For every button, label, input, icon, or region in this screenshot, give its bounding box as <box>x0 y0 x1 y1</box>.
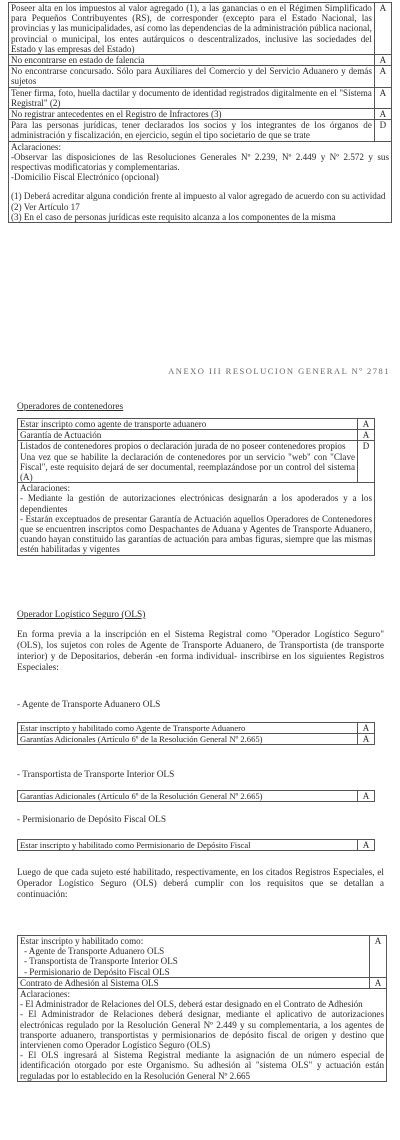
requirement-text: Garantía de Actuación <box>18 430 358 441</box>
table-row <box>9 55 392 66</box>
table-row <box>9 3 392 55</box>
note-line: - Estarán exceptuados de presentar Garantía de Actuación aquellos Operadores de Contenedores que se encuentren inscriptos como Despachantes de Aduana y Agentes de Transporte Aduanero, cuando hayan constituido las garantías de actuación para ambas figuras, siempre que las mismas estén habilitadas y vigentes <box>20 513 372 555</box>
requirements-table-general <box>8 2 392 223</box>
note-line: - El OLS ingresará al Sistema Registral mediante la asignación de un número especial de identificación otorgado por este Organismo. Su adhesión al "sistema OLS" y actuación están reguladas por lo establecido en la Resolución General Nº 2.665 <box>20 1050 384 1081</box>
requirement-text: Contrato de Adhesión al Sistema OLS <box>18 977 370 988</box>
requirement-item: - Permisionario de Depósito Fiscal OLS <box>24 966 170 977</box>
requirement-extra: Una vez que se habilite la declaración de contenedores por un servicio "web" con "Clave Fiscal", este requisito dejará de ser documental, reemplazándose por un control del sistema (A) <box>20 451 356 483</box>
requirement-text <box>18 441 358 483</box>
subheading-ata-ols: - Agente de Transporte Aduanero OLS <box>17 700 161 710</box>
notes-cell <box>18 483 375 555</box>
subheading-perm-ols: - Permisionario de Depósito Fiscal OLS <box>17 815 166 825</box>
requirement-code: A <box>358 430 375 441</box>
table-row <box>18 419 375 430</box>
requirements-table-contenedores <box>17 418 375 556</box>
requirement-item: - Agente de Transporte Aduanero OLS <box>24 946 165 957</box>
table-row <box>18 441 375 483</box>
requirement-code: D <box>358 441 375 483</box>
table-row <box>18 840 375 851</box>
note-line: - Mediante la gestión de autorizaciones electrónicas designarán a los apoderados y a los dependientes <box>20 493 372 514</box>
table-row <box>18 791 375 802</box>
section-heading-contenedores: Operadores de contenedores <box>17 402 124 412</box>
requirement-code: A <box>358 791 375 802</box>
notes-row <box>9 141 392 222</box>
subheading-tti-ols: - Transportista de Transporte Interior OLS <box>17 770 175 780</box>
requirement-text: No encontrarse en estado de falencia <box>9 55 375 66</box>
ols-intro-paragraph: En forma previa a la inscripción en el Sistema Registral como "Operador Logístico Seguro" (OLS), los sujetos con roles de Agente de Transporte Aduanero, de Transportista (de transporte interior) y de Depositarios, deberán -en forma individual- inscribirse en los siguientes Registros Especiales: <box>17 630 384 673</box>
table-row <box>18 977 387 988</box>
requirement-code: A <box>358 840 375 851</box>
requirement-main: Listados de contenedores propios o declaración jurada de no poseer contenedores propios <box>20 441 346 452</box>
requirement-title: Estar inscripto y habilitado como: <box>20 936 144 946</box>
table-row <box>9 87 392 108</box>
requirement-text: Tener firma, foto, huella dactilar y documento de identidad registrados digitalmente en el "Sistema Registral" (2) <box>9 87 375 108</box>
requirement-text: Estar inscripto y habilitado como Agente de Transporte Aduanero <box>18 723 358 734</box>
note-line: - El Administrador de Relaciones deberá designar, mediante el aplicativo de autorizaciones electrónicas regulado por la Resolución General Nº 2.449 y su complementaria, a los agentes de transporte aduanero, transportistas y permisionarios de depósito fiscal de origen y destino que intervienen como Operador Logístico Seguro (OLS) <box>20 1009 384 1051</box>
note-line: (3) En el caso de personas jurídicas este requisito alcanza a los componentes de la misma <box>11 211 336 222</box>
note-line: -Observar las disposiciones de las Resoluciones Generales Nº 2.239, Nº 2.449 y Nº 2.572 y sus respectivas modificatorias y complementarias. <box>11 151 389 173</box>
ols-requirements-paragraph: Luego de que cada sujeto esté habilitado, respectivamente, en los citados Registros Especiales, el Operador Logístico Seguro (OLS) deberá cumplir con los requisitos que se detallan a continuación: <box>17 868 384 900</box>
notes-title: Aclaraciones: <box>20 989 70 1000</box>
requirement-code: A <box>374 3 391 55</box>
spacer <box>11 182 389 191</box>
notes-cell <box>18 989 387 1082</box>
section-heading-ols: Operador Logístico Seguro (OLS) <box>17 610 146 620</box>
requirement-code: A <box>370 936 387 978</box>
note-line: (2) Ver Artículo 17 <box>11 201 80 212</box>
requirement-text: Estar inscripto como agente de transporte aduanero <box>18 419 358 430</box>
table-row <box>18 936 387 978</box>
requirement-code: A <box>374 66 391 87</box>
requirement-text: Para las personas jurídicas, tener declarados los socios y los integrantes de los órganos de administración y fiscalización, en ejercicio, según el tipo societario de que se trate <box>9 120 375 141</box>
requirement-code: A <box>370 977 387 988</box>
notes-title: Aclaraciones: <box>20 483 70 494</box>
requirement-code: A <box>358 734 375 745</box>
requirement-text: No registrar antecedentes en el Registro de Infractores (3) <box>9 109 375 120</box>
requirement-code: A <box>374 109 391 120</box>
table-row <box>9 66 392 87</box>
requirement-text: Estar inscripto y habilitado como Permisionario de Depósito Fiscal <box>18 840 358 851</box>
requirement-code: A <box>358 419 375 430</box>
note-line: -Domicilio Fiscal Electrónico (opcional) <box>11 172 159 183</box>
requirement-text: Garantías Adicionales (Artículo 6º de la Resolución General Nº 2.665) <box>18 791 358 802</box>
requirement-item: - Transportista de Transporte Interior OLS <box>24 956 178 967</box>
requirement-code: D <box>374 120 391 141</box>
annex-header: ANEXO III RESOLUCION GENERAL Nº 2781 <box>168 366 390 376</box>
table-row <box>9 120 392 141</box>
note-line: (1) Deberá acreditar alguna condición frente al impuesto al valor agregado de acuerdo con su actividad <box>11 191 386 202</box>
requirement-text: Garantías Adicionales (Artículo 6º de la Resolución General Nº 2.665) <box>18 734 358 745</box>
requirements-table-ols-final <box>17 935 387 1082</box>
table-row <box>9 109 392 120</box>
notes-row <box>18 989 387 1082</box>
requirement-text: Poseer alta en los impuestos al valor agregado (1), a las ganancias o en el Régimen Simplificado para Pequeños Contribuyentes (RS), de corresponder (excepto para el Estado Nacional, las provincias y las municipalidades, así como las dependencias de la administración pública nacional, provincial o municipal, los entes autárquicos o descentralizados, inclusive las sociedades del Estado y las empresas del Estado) <box>9 3 375 55</box>
requirement-code: A <box>374 87 391 108</box>
table-row <box>18 430 375 441</box>
requirement-code: A <box>374 55 391 66</box>
table-row <box>18 734 375 745</box>
notes-cell <box>9 141 392 222</box>
requirement-text: No encontrarse concursado. Sólo para Auxiliares del Comercio y del Servicio Aduanero y demás sujetos <box>9 66 375 87</box>
notes-title: Aclaraciones: <box>11 141 61 152</box>
requirements-table-ata-ols <box>17 722 375 745</box>
table-row <box>18 723 375 734</box>
requirement-code: A <box>358 723 375 734</box>
requirements-table-perm-ols <box>17 839 375 851</box>
notes-row <box>18 483 375 555</box>
requirement-text <box>18 936 370 978</box>
requirements-table-tti-ols <box>17 790 375 802</box>
note-line: - El Administrador de Relaciones del OLS, deberá estar designado en el Contrato de Adhesión <box>20 999 363 1010</box>
